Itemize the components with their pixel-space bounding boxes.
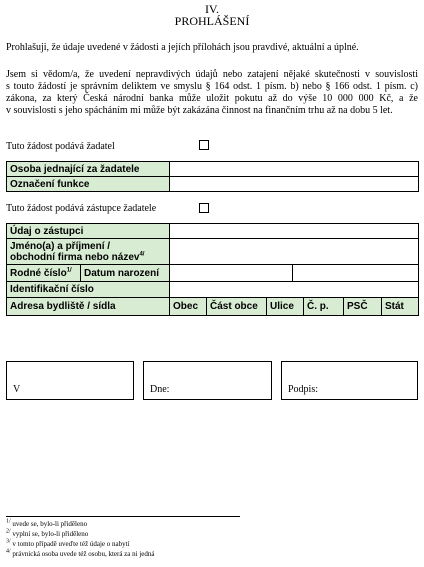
footnote-ref-4: 4/	[139, 251, 145, 258]
address-municipality[interactable]: Obec	[170, 298, 207, 316]
function-field[interactable]	[170, 177, 419, 192]
footnote-3	[6, 540, 130, 548]
declaration-paragraph: Prohlašuji, že údaje uvedené v žádosti a jejích přílohách jsou pravdivé, aktuální a úplné.	[6, 42, 359, 53]
applicant-checkbox[interactable]	[199, 140, 209, 150]
representative-info-field[interactable]	[170, 224, 419, 239]
function-label: Označení funkce	[7, 177, 170, 192]
address-district[interactable]: Část obce	[207, 298, 267, 316]
name-field[interactable]	[170, 239, 419, 265]
address-country[interactable]: Stát	[382, 298, 419, 316]
id-number-field[interactable]	[170, 282, 419, 298]
page-title: PROHLÁŠENÍ	[174, 14, 250, 28]
birth-number-label	[7, 265, 81, 282]
signature-box[interactable]	[281, 361, 418, 400]
liability-line-1: Jsem si vědom/a, že uvedení nepravdivých údajů nebo zatajení nějaké skutečnosti v souvislosti	[6, 69, 418, 80]
footnote-4-mark: 4/	[6, 548, 11, 555]
footnote-2-text: vyplní se, bylo-li přiděleno	[12, 530, 89, 538]
id-table	[6, 281, 419, 298]
birth-table	[6, 264, 419, 282]
place-label: V	[13, 384, 21, 395]
address-label: Adresa bydliště / sídla	[7, 298, 170, 316]
acting-person-label: Osoba jednající za žadatele	[7, 162, 170, 177]
acting-person-field[interactable]	[170, 162, 419, 177]
footnote-divider	[6, 516, 240, 517]
name-label-line-1: Jméno(a) a příjmení /	[10, 240, 111, 252]
footnote-1-text: uvede se, bylo-li přiděleno	[12, 520, 88, 528]
footnote-4	[6, 550, 155, 558]
footnote-2	[6, 530, 88, 538]
place-box[interactable]	[6, 361, 134, 400]
address-street[interactable]: Ulice	[267, 298, 304, 316]
representative-checkbox[interactable]	[199, 203, 209, 213]
footnote-1-mark: 1/	[6, 518, 11, 525]
liability-line-3: zákona, za který Česká národní banka může uložit pokutu až do výše 10 000 000 Kč, a že	[6, 93, 418, 104]
name-label-line-2: obchodní firma nebo název	[10, 251, 140, 263]
birth-number-field[interactable]	[170, 265, 293, 282]
representative-info-label: Údaj o zástupci	[7, 224, 170, 239]
footnote-3-mark: 3/	[6, 538, 11, 545]
signature-label: Podpis:	[288, 384, 319, 395]
liability-line-2: s touto žádostí je správním deliktem ve smyslu § 164 odst. 1 písm. b) nebo § 166 odst. 1 písm. c)	[6, 81, 418, 92]
representative-checkbox-label: Tuto žádost podává zástupce žadatele	[6, 203, 157, 214]
id-number-label: Identifikační číslo	[7, 282, 170, 298]
footnote-1	[6, 520, 87, 528]
footnote-3-text: v tomto případě uveďte též údaje o nabytí	[12, 540, 130, 548]
birth-number-text: Rodné číslo	[10, 267, 67, 279]
footnote-ref-1: 1/	[66, 267, 72, 274]
address-table	[6, 297, 419, 316]
date-label: Dne:	[150, 384, 170, 395]
applicant-checkbox-label: Tuto žádost podává žadatel	[6, 141, 115, 152]
section-number: IV.	[204, 2, 220, 16]
birth-date-field[interactable]	[293, 265, 419, 282]
date-box[interactable]	[143, 361, 272, 400]
footnote-4-text: právnická osoba uvede též osobu, která za ni jedná	[12, 550, 155, 558]
representative-table	[6, 223, 419, 265]
applicant-table	[6, 161, 419, 192]
liability-line-4: v souvislosti s jeho spácháním mi může být zakázána činnost na finančním trhu až na dobu 5 let.	[6, 105, 393, 116]
footnote-2-mark: 2/	[6, 528, 11, 535]
address-postal-code[interactable]: PSČ	[344, 298, 382, 316]
birth-date-label: Datum narození	[81, 265, 170, 282]
name-label	[7, 239, 170, 265]
address-house-number[interactable]: Č. p.	[304, 298, 344, 316]
